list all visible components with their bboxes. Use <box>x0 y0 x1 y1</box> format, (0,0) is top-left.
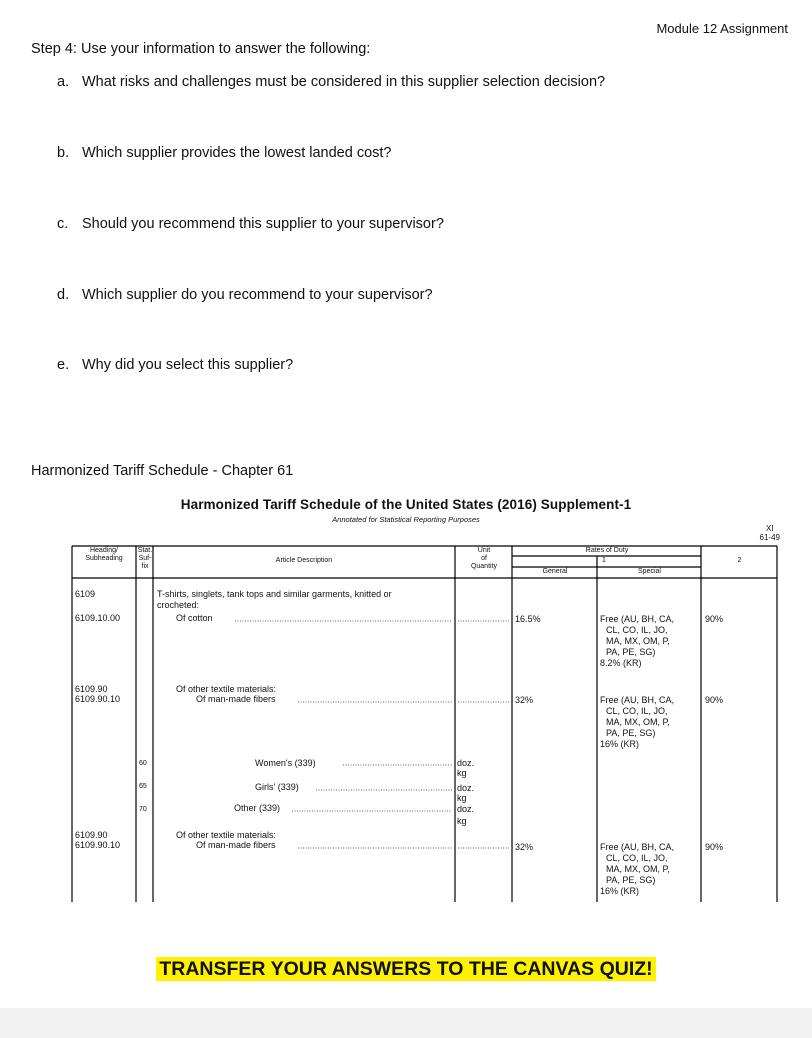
row-6109-90b-special-4: PA, PE, SG) <box>606 875 656 885</box>
sub60-unit1: doz. <box>457 758 475 768</box>
row-6109-90b-general: 32% <box>515 842 534 852</box>
hdr-unit-line2: of <box>481 555 487 562</box>
row-6109-90b-col2: 90% <box>705 842 724 852</box>
row-6109-90b-desc2: Of man-made fibers <box>196 840 276 850</box>
row-6109-90b-heading2: 6109.90.10 <box>75 840 121 850</box>
sub60-unit2: kg <box>457 768 467 778</box>
hdr-unit-line3: Quantity <box>470 563 498 570</box>
question-letter: e. <box>57 357 70 373</box>
hdr-col2: 2 <box>737 557 742 564</box>
sub65-unit1: doz. <box>457 783 475 793</box>
row-6109-90b-heading1: 6109.90 <box>75 830 108 840</box>
stat-suffix-60: 60 <box>139 760 147 767</box>
module-label: Module 12 Assignment <box>656 21 788 36</box>
row-6109-10-desc: Of cotton <box>176 613 213 623</box>
hdr-col1: 1 <box>602 557 606 564</box>
hdr-special: Special <box>638 568 661 575</box>
row-6109-desc2: crocheted: <box>157 600 200 610</box>
row-6109-10-special-5: 8.2% (KR) <box>600 658 642 668</box>
hdr-stat-line1: Stat. <box>137 547 153 554</box>
row-6109-90b-special-5: 16% (KR) <box>600 886 640 896</box>
row-6109-90-heading2: 6109.90.10 <box>75 694 121 704</box>
hdr-heading-line2: Subheading <box>85 555 123 562</box>
row-6109-90-desc2: Of man-made fibers <box>196 694 276 704</box>
question-text: What risks and challenges must be considered in this supplier selection decision? <box>82 74 606 90</box>
row-6109-10-col2: 90% <box>705 614 724 624</box>
row-6109-90-special-2: CL, CO, IL, JO, <box>606 706 668 716</box>
hdr-article: Article Description <box>275 557 333 564</box>
footer-banner <box>0 958 812 981</box>
row-6109-90-special-1: Free (AU, BH, CA, <box>600 695 675 705</box>
question-text: Should you recommend this supplier to your supervisor? <box>82 216 444 232</box>
hdr-stat-line3: fix <box>141 563 149 570</box>
hdr-general: General <box>542 568 568 575</box>
row-6109-heading: 6109 <box>75 589 96 599</box>
row-6109-90-special-5: 16% (KR) <box>600 739 640 749</box>
sub70-unit1: doz. <box>457 804 475 814</box>
question-letter: b. <box>57 145 70 161</box>
hdr-stat-line2: Suf- <box>138 555 152 562</box>
sub70-unit2: kg <box>457 816 467 826</box>
hdr-heading <box>73 547 135 563</box>
hdr-unit-line1: Unit <box>477 547 491 554</box>
page-roman: XI <box>765 524 774 533</box>
step-heading: Step 4: Use your information to answer the following: <box>31 41 371 57</box>
row-6109-10-general: 16.5% <box>515 614 541 624</box>
row-6109-90b-special-3: MA, MX, OM, P, <box>606 864 670 874</box>
stat-suffix-65: 65 <box>139 783 147 790</box>
question-letter: d. <box>57 287 70 303</box>
bottom-bar <box>0 1008 812 1038</box>
question-letter: c. <box>57 216 69 232</box>
stat-suffix-70: 70 <box>139 806 147 813</box>
footer-text: TRANSFER YOUR ANSWERS TO THE CANVAS QUIZ! <box>156 957 655 981</box>
row-6109-90-special-4: PA, PE, SG) <box>606 728 656 738</box>
row-6109-90b-special-2: CL, CO, IL, JO, <box>606 853 668 863</box>
sub65-unit2: kg <box>457 793 467 803</box>
hdr-unit <box>456 547 512 571</box>
question-text: Why did you select this supplier? <box>82 357 294 373</box>
question-letter: a. <box>57 74 70 90</box>
row-6109-10-special-1: Free (AU, BH, CA, <box>600 614 675 624</box>
page-num: 61-49 <box>759 533 780 542</box>
row-6109-desc1: T-shirts, singlets, tank tops and similar garments, knitted or <box>157 589 392 599</box>
row-6109-10-heading: 6109.10.00 <box>75 613 121 623</box>
sub65-desc: Girls' (339) <box>255 782 299 792</box>
question-text: Which supplier provides the lowest landed cost? <box>82 145 392 161</box>
row-6109-90b-special-1: Free (AU, BH, CA, <box>600 842 675 852</box>
sub60-desc: Women's (339) <box>255 758 316 768</box>
hdr-rates: Rates of Duty <box>585 547 629 554</box>
sub70-desc: Other (339) <box>234 803 281 813</box>
question-text: Which supplier do you recommend to your supervisor? <box>82 287 433 303</box>
hts-section-title: Harmonized Tariff Schedule - Chapter 61 <box>31 463 294 479</box>
row-6109-10-special-3: MA, MX, OM, P, <box>606 636 670 646</box>
row-6109-90b-desc1: Of other textile materials: <box>176 830 277 840</box>
doc-subtitle: Annotated for Statistical Reporting Purposes <box>332 515 480 524</box>
row-6109-90-general: 32% <box>515 695 534 705</box>
row-6109-90-col2: 90% <box>705 695 724 705</box>
row-6109-90-heading1: 6109.90 <box>75 684 108 694</box>
row-6109-10-special-2: CL, CO, IL, JO, <box>606 625 668 635</box>
doc-title: Harmonized Tariff Schedule of the United States (2016) Supplement-1 <box>180 497 632 512</box>
row-6109-90-desc1: Of other textile materials: <box>176 684 277 694</box>
hdr-stat <box>137 547 153 571</box>
row-6109-10-special-4: PA, PE, SG) <box>606 647 656 657</box>
row-6109-90-special-3: MA, MX, OM, P, <box>606 717 670 727</box>
hdr-heading-line1: Heading/ <box>89 547 119 554</box>
